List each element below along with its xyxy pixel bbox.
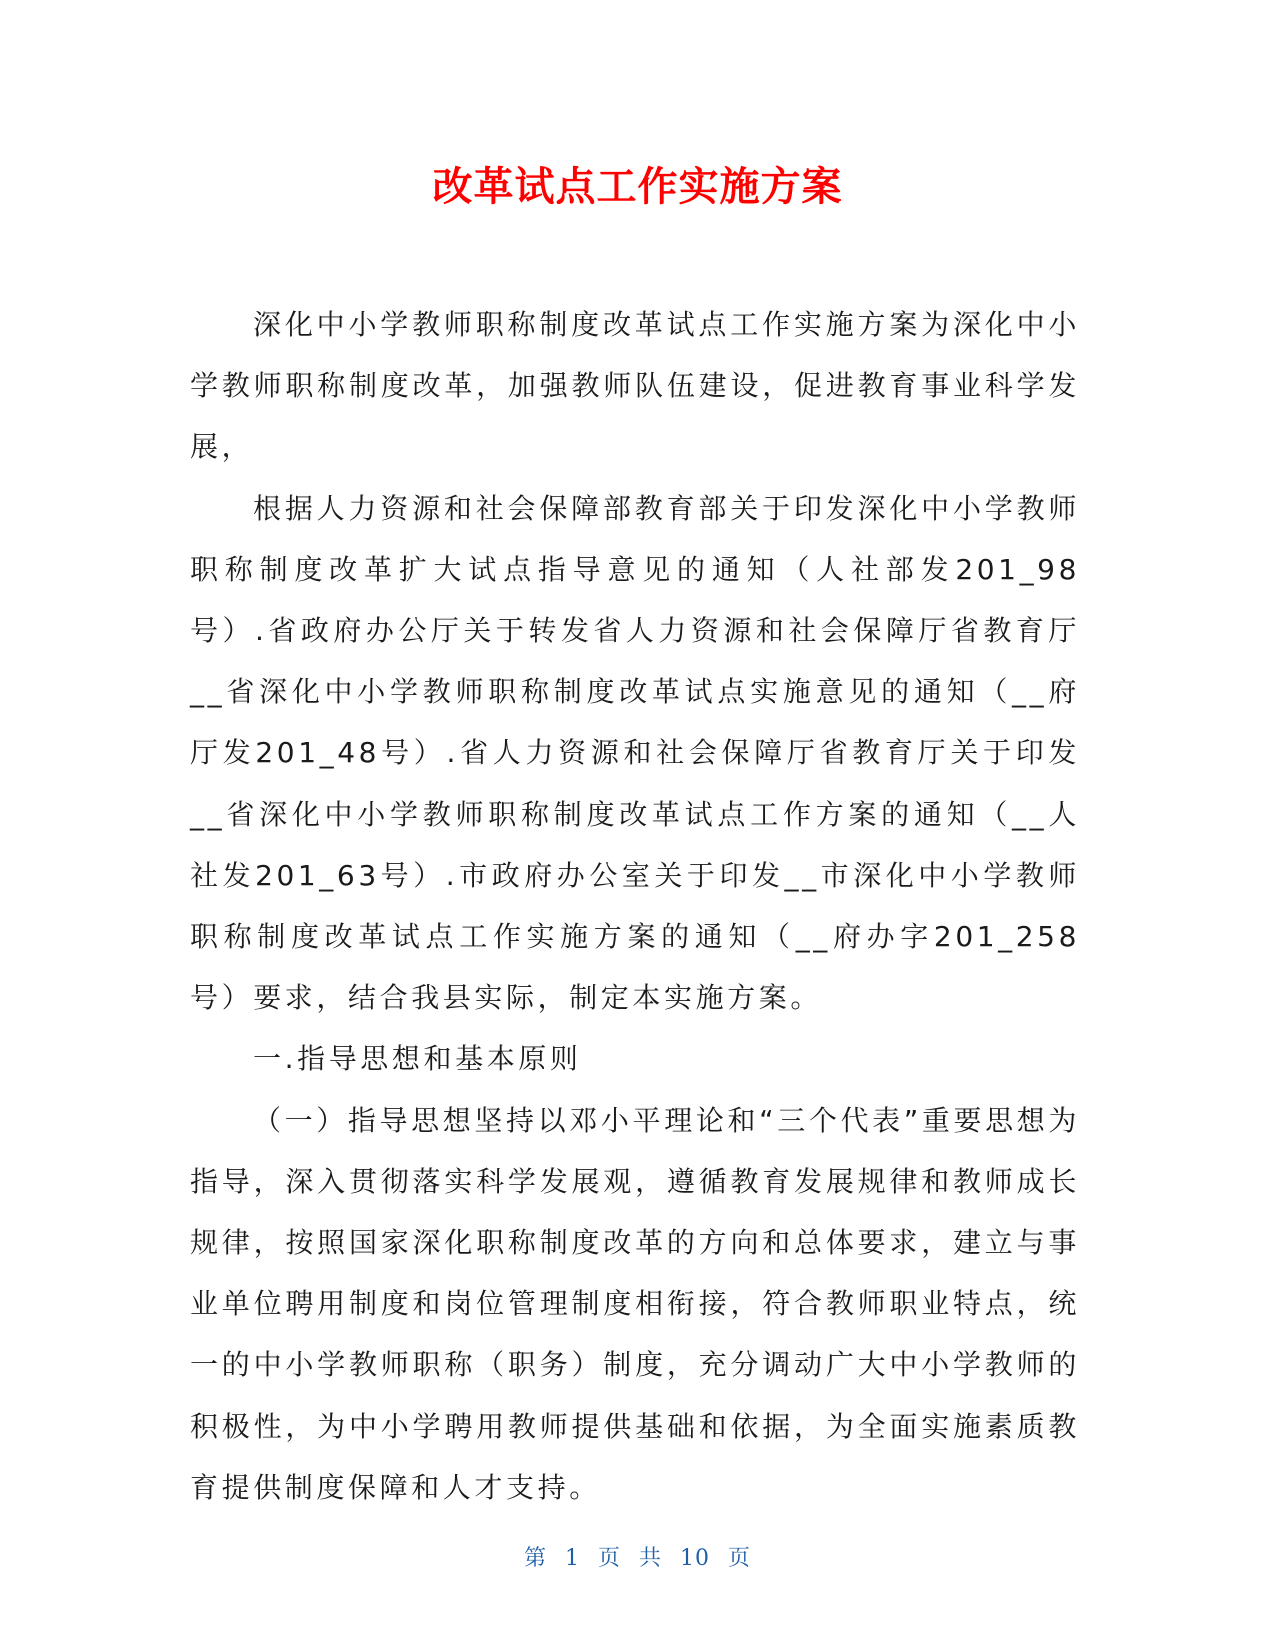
footer-page-unit: 页: [597, 1546, 621, 1571]
document-body: [190, 294, 1080, 1518]
document-title: 改革试点工作实施方案: [432, 164, 843, 210]
section-heading-guiding-principles: 一.指导思想和基本原则: [253, 1042, 582, 1076]
paragraph-guiding-thought: （一）指导思想坚持以邓小平理论和“三个代表”重要思想为指导，深入贯彻落实科学发展观，遵循教育发展规律和教师成长规律，按照国家深化职称制度改革的方向和总体要求，建立与事业单位聘用制度和岗位管理制度相衔接，符合教师职业特点，统一的中小学教师职称（职务）制度，充分调动广大中小学教师的积极性，为中小学聘用教师提供基础和依据，为全面实施素质教育提供制度保障和人才支持。: [190, 1103, 1080, 1504]
footer-total-unit: 页: [728, 1546, 752, 1571]
paragraph-basis: 根据人力资源和社会保障部教育部关于印发深化中小学教师职称制度改革扩大试点指导意见的通知（人社部发201_98号）.省政府办公厅关于转发省人力资源和社会保障厅省教育厅__省深化中小学教师职称制度改革试点实施意见的通知（__府厅发201_48号）.省人力资源和社会保障厅省教育厅关于印发__省深化中小学教师职称制度改革试点工作方案的通知（__人社发201_63号）.市政府办公室关于印发__市深化中小学教师职称制度改革试点工作实施方案的通知（__府办字201_258号）要求，结合我县实际，制定本实施方案。: [190, 491, 1080, 1015]
paragraph-intro: 深化中小学教师职称制度改革试点工作实施方案为深化中小学教师职称制度改革，加强教师队伍建设，促进教育事业科学发展，: [190, 308, 1080, 464]
footer-total-pages: 10: [680, 1546, 711, 1571]
footer-total-label: 共: [639, 1546, 663, 1571]
footer-current-page: 1: [564, 1546, 580, 1571]
page-footer: [0, 1545, 1275, 1573]
footer-page-label: 第: [523, 1546, 547, 1571]
